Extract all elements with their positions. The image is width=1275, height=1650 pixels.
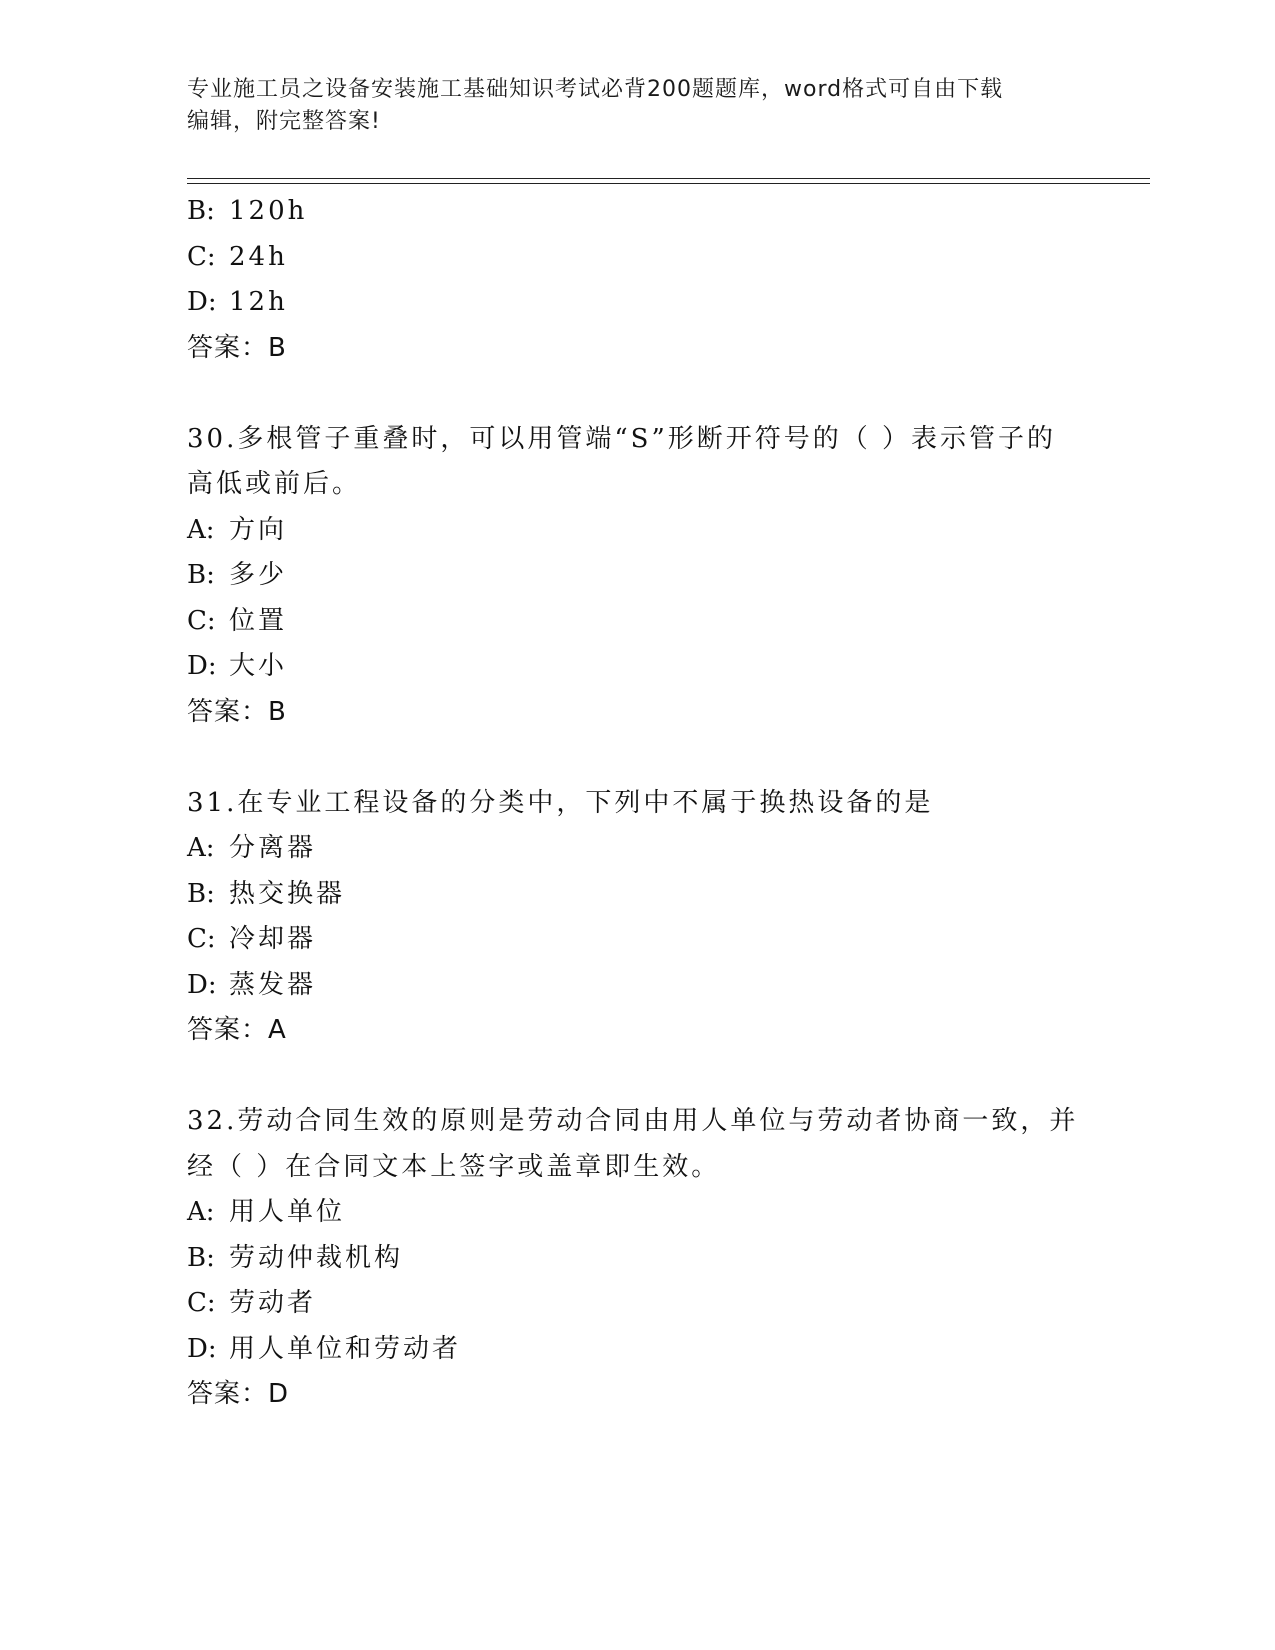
option-key: C: — [187, 924, 216, 954]
option-text: 大小 — [229, 651, 288, 681]
option-text: 用人单位 — [229, 1197, 346, 1227]
option-b — [187, 872, 1067, 918]
option-key: D: — [187, 1333, 217, 1364]
option-key: D: — [187, 969, 217, 1000]
question-31-block — [187, 781, 1067, 1054]
question-stem-line-1: 31.在专业工程设备的分类中，下列中不属于换热设备的是 — [187, 787, 934, 818]
option-a — [187, 508, 1067, 554]
option-text: 24h — [229, 241, 288, 272]
option-text: 冷却器 — [229, 924, 317, 954]
spacer — [187, 735, 1067, 781]
option-text: 蒸发器 — [229, 969, 317, 1000]
option-key: C: — [187, 605, 216, 636]
option-d — [187, 644, 1067, 690]
option-key: C: — [187, 241, 216, 272]
answer-line: 答案：B — [187, 332, 287, 363]
question-stem-line-1: 32.劳动合同生效的原则是劳动合同由用人单位与劳动者协商一致，并 — [187, 1106, 1079, 1136]
option-key: B: — [187, 1242, 215, 1273]
option-key: A: — [187, 833, 215, 863]
header-line-2: 编辑，附完整答案! — [187, 109, 381, 134]
option-text: 12h — [229, 287, 288, 317]
option-c — [187, 235, 1067, 281]
spacer — [187, 371, 1067, 417]
option-a — [187, 1190, 1067, 1236]
option-d — [187, 1327, 1067, 1373]
option-key: B: — [187, 196, 215, 226]
option-text: 劳动仲裁机构 — [229, 1242, 404, 1273]
prev-question-block — [187, 189, 1067, 371]
answer-line: 答案：B — [187, 696, 287, 727]
option-a — [187, 826, 1067, 872]
question-32-block — [187, 1099, 1079, 1418]
option-text: 分离器 — [229, 833, 317, 863]
question-stem-line-1: 30.多根管子重叠时，可以用管端“S”形断开符号的（ ）表示管子的 — [187, 423, 1057, 454]
option-b — [187, 1236, 1067, 1282]
question-list — [187, 189, 1079, 1418]
header-line-1: 专业施工员之设备安装施工基础知识考试必背200题题库，word格式可自由下载 — [187, 77, 1004, 102]
option-d — [187, 280, 1067, 326]
option-c — [187, 1281, 1067, 1327]
option-c — [187, 917, 1067, 963]
question-stem-line-2: 经（ ）在合同文本上签字或盖章即生效。 — [187, 1151, 721, 1182]
option-key: A: — [187, 514, 215, 545]
option-text: 120h — [229, 196, 308, 226]
option-key: D: — [187, 651, 217, 681]
question-30-block — [187, 417, 1067, 736]
document-header — [187, 74, 1067, 138]
option-b — [187, 553, 1067, 599]
answer-line: 答案：A — [187, 1015, 287, 1045]
spacer — [187, 1054, 1067, 1100]
option-text: 多少 — [229, 560, 288, 590]
option-key: C: — [187, 1288, 216, 1318]
question-stem-line-2: 高低或前后。 — [187, 469, 362, 499]
answer-line: 答案：D — [187, 1379, 290, 1409]
option-text: 热交换器 — [229, 878, 346, 909]
option-text: 方向 — [229, 514, 288, 545]
option-key: D: — [187, 287, 217, 317]
option-text: 位置 — [229, 605, 288, 636]
option-key: B: — [187, 878, 215, 909]
option-d — [187, 963, 1067, 1009]
header-divider-bottom — [187, 183, 1150, 184]
option-text: 劳动者 — [229, 1288, 317, 1318]
option-key: B: — [187, 560, 215, 590]
option-b — [187, 189, 1067, 235]
header-divider-top — [187, 178, 1150, 179]
option-text: 用人单位和劳动者 — [229, 1333, 462, 1364]
option-c — [187, 599, 1067, 645]
option-key: A: — [187, 1197, 215, 1227]
